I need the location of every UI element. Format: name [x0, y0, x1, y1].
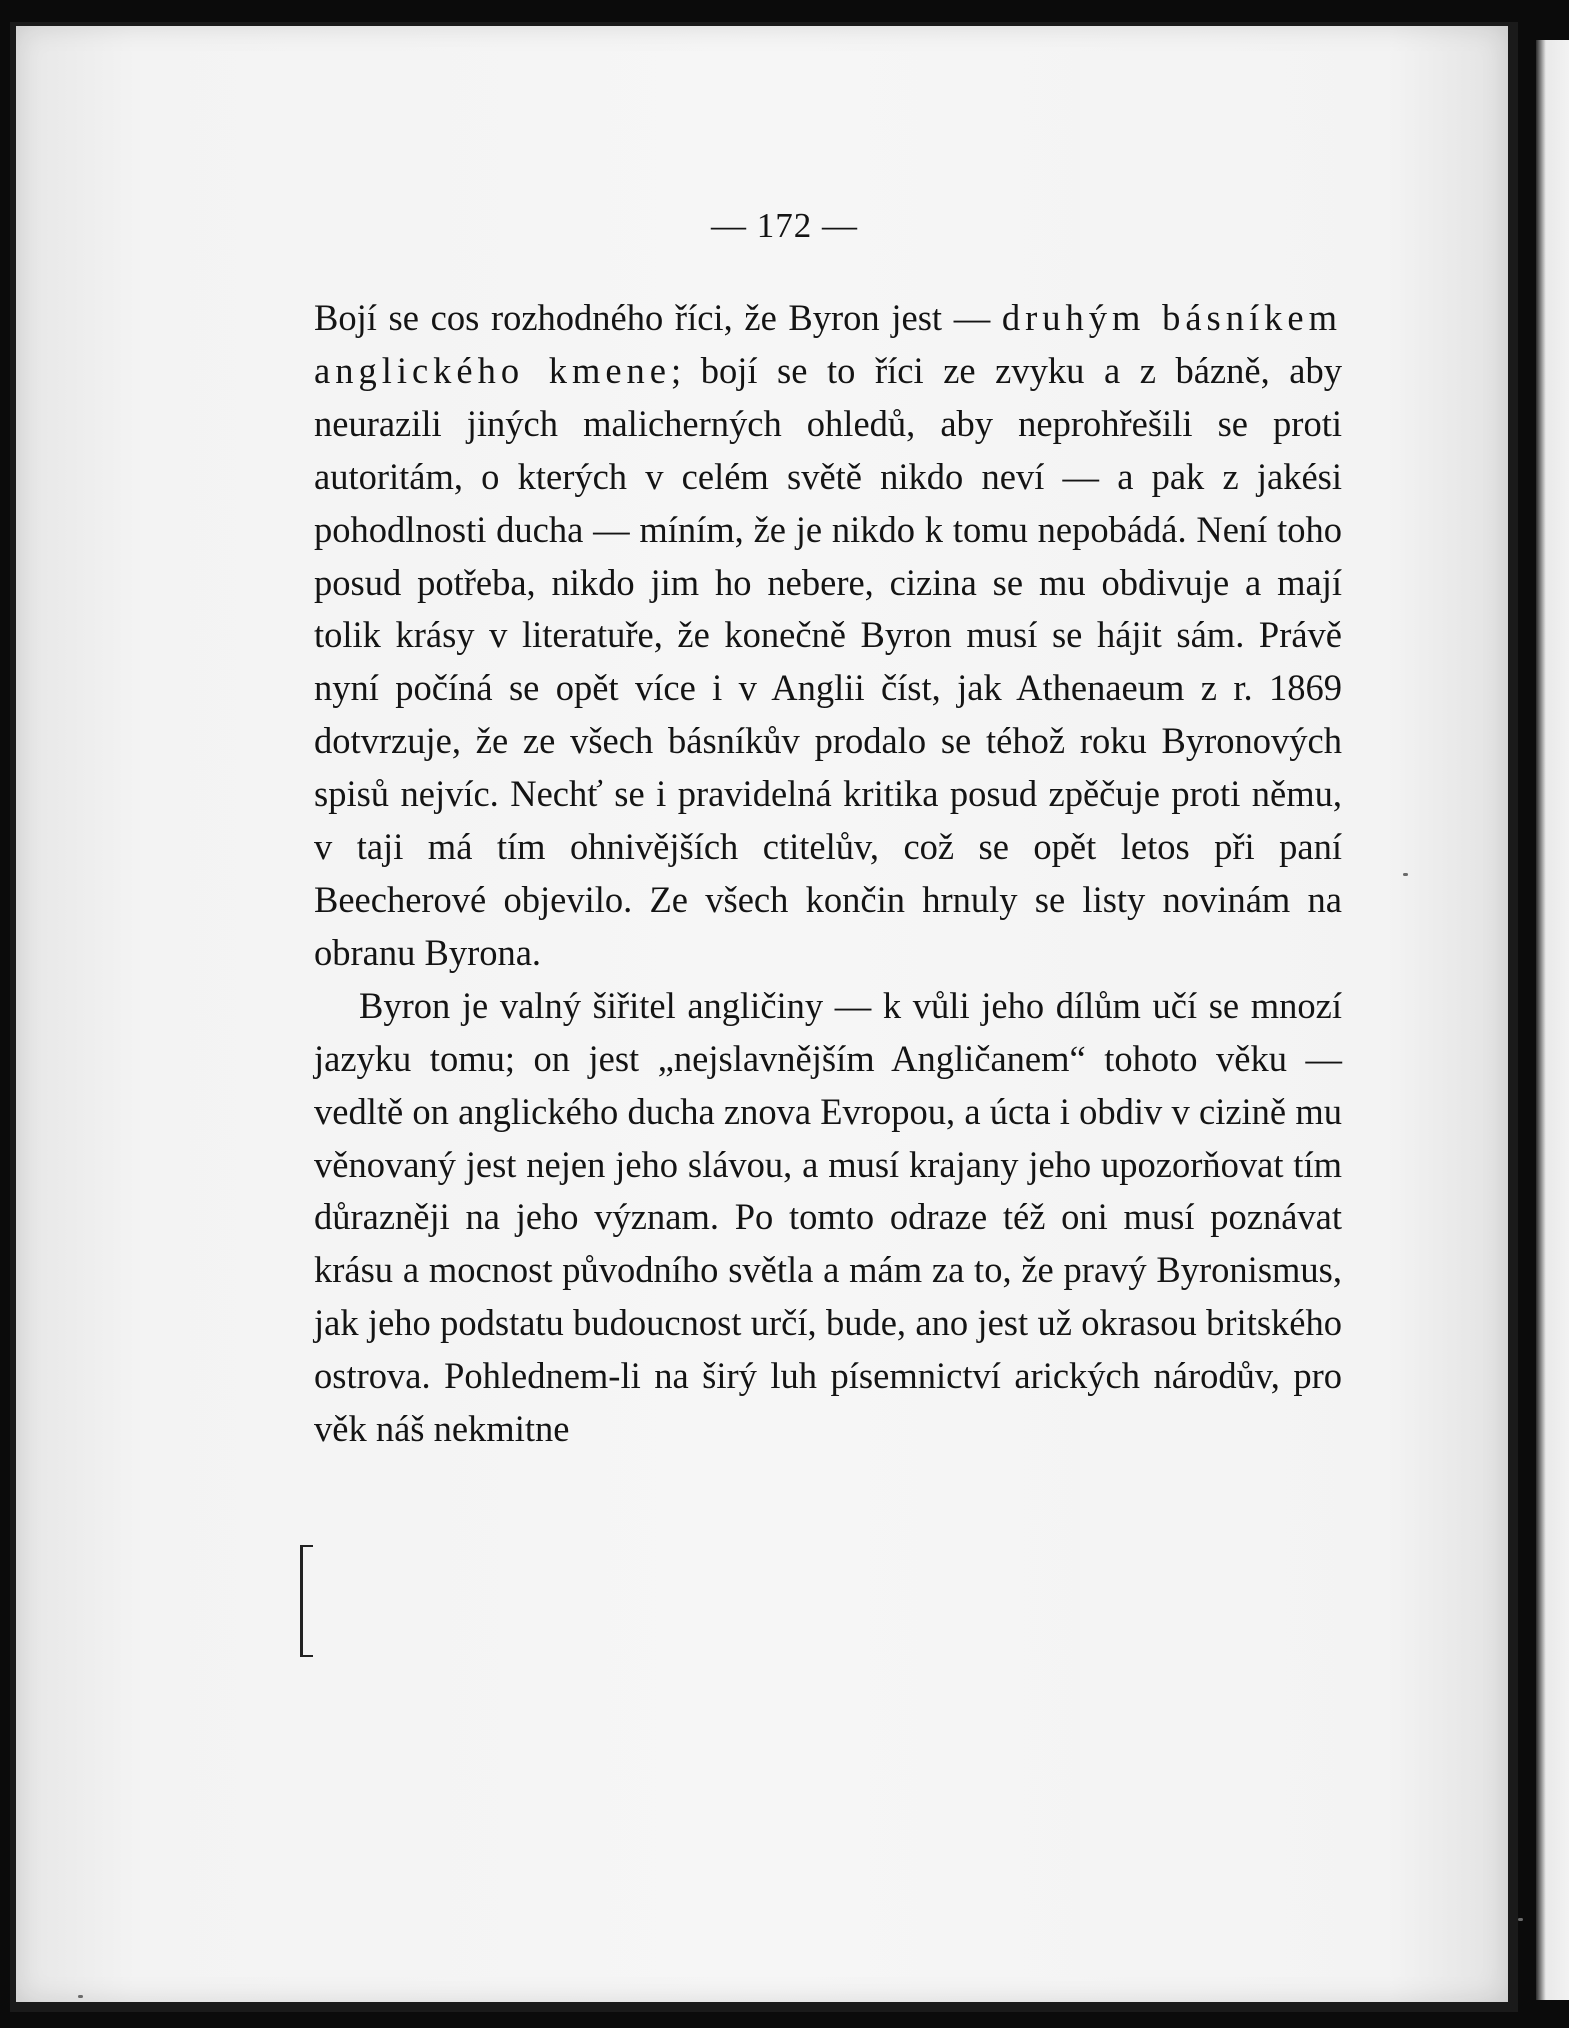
paragraph-1: [314, 292, 1342, 980]
paragraph-1-part-1: Bojí se cos rozhodného říci, že Byron jest —: [314, 297, 1002, 338]
scan-speck: [78, 1995, 83, 1998]
page-number: — 172 —: [711, 206, 858, 245]
paragraph-2: [314, 980, 1342, 1456]
margin-bracket-mark: [300, 1545, 313, 1657]
facing-page-edge: [1536, 40, 1569, 2000]
spaced-emphasis: druhým básníkem anglického kmene: [314, 297, 1342, 391]
paragraph-2-part-1: Byron je valný šiřitel angličiny — k vůli jeho dílům učí se mnozí jazyku tomu; on jest „nejslavnějším Angličanem“ tohoto věku — vedltě on anglického ducha znova Evropou, a úcta i obdiv v cizině mu věnovaný jest nejen jeho slávou, a musí krajany jeho upozorňovat tím důrazněji na jeho význam. Po tomto odraze též oni musí poznávat krásu a mocnost původního světla a mám za to, že pravý Byronismus, jak jeho podstatu budoucnost určí, bude, ano jest už okrasou britského ostrova. Pohlednem-li na širý luh písemnictví arických národův, pro věk náš nekmitne: [314, 984, 1342, 1450]
scan-speck: [1403, 873, 1408, 876]
paragraph-1-part-3: ; bojí se to říci ze zvyku a z bázně, aby neurazili jiných malicherných ohledů, aby neprohřešili se proti autoritám, o kterých v celém světě nikdo neví — a pak z jakési pohodlnosti ducha — míním, že je nikdo k tomu nepobádá. Není toho posud potřeba, nikdo jim ho nebere, cizina se mu obdivuje a mají tolik krásy v literatuře, že konečně Byron musí se hájit sám. Právě nyní počíná se opět více i v Anglii číst, jak Athenaeum z r. 1869 dotvrzuje, že ze všech básníkův prodalo se téhož roku Byronových spisů nejvíc. Nechť se i pravidelná kritika posud zpěčuje proti němu, v taji má tím ohnivějších ctitelův, což se opět letos při paní Beecherové objevilo. Ze všech končin hrnuly se listy novinám na obranu Byrona.: [314, 349, 1342, 973]
page-body-text: [314, 292, 1342, 1456]
scan-speck: [1518, 1918, 1523, 1921]
